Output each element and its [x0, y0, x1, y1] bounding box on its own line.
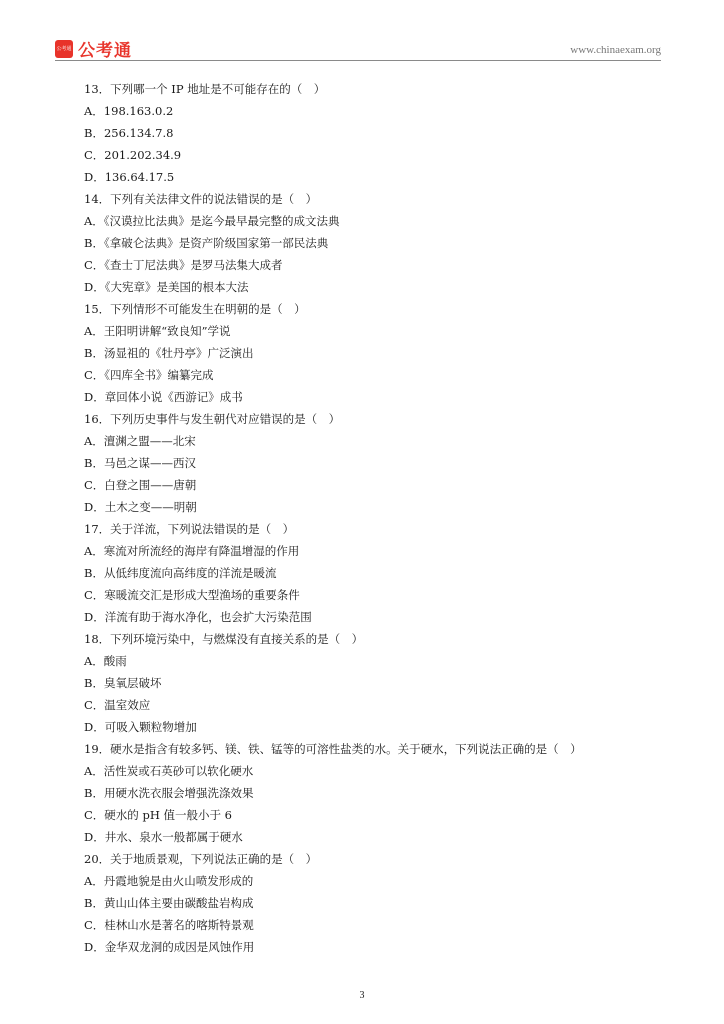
- option-item: D．《大宪章》是美国的根本大法: [84, 280, 249, 294]
- option-item: A．《汉谟拉比法典》是迄今最早最完整的成文法典: [84, 214, 340, 228]
- option-item: B．臭氧层破坏: [84, 676, 162, 690]
- option-item: D．洋流有助于海水净化，也会扩大污染范围: [84, 610, 312, 624]
- question-stem: 19．硬水是指含有较多钙、镁、铁、锰等的可溶性盐类的水。关于硬水，下列说法正确的是（ ）: [84, 742, 582, 756]
- option-item: A．活性炭或石英砂可以软化硬水: [84, 764, 254, 778]
- option-item: B．256.134.7.8: [84, 126, 174, 140]
- option-item: B．马邑之谋——西汉: [84, 456, 196, 470]
- logo-badge-icon: 公考通: [55, 40, 73, 58]
- option-item: B．黄山山体主要由碳酸盐岩构成: [84, 896, 254, 910]
- option-item: A．酸雨: [84, 654, 127, 668]
- option-item: A．丹霞地貌是由火山喷发形成的: [84, 874, 254, 888]
- option-item: C．《查士丁尼法典》是罗马法集大成者: [84, 258, 283, 272]
- question-stem: 14．下列有关法律文件的说法错误的是（ ）: [84, 192, 318, 206]
- logo-text: 公考通: [78, 41, 132, 61]
- site-url: www.chinaexam.org: [570, 44, 661, 56]
- option-item: B．汤显祖的《牡丹亭》广泛演出: [84, 346, 254, 360]
- option-item: C．硬水的 pH 值一般小于 6: [84, 808, 232, 822]
- option-item: C．温室效应: [84, 698, 151, 712]
- option-item: D．井水、泉水一般都属于硬水: [84, 830, 243, 844]
- page-number: 3: [359, 990, 365, 1001]
- option-item: D．土木之变——明朝: [84, 500, 197, 514]
- option-item: C．桂林山水是著名的喀斯特景观: [84, 918, 254, 932]
- option-item: B．从低纬度流向高纬度的洋流是暖流: [84, 566, 277, 580]
- option-item: C．201.202.34.9: [84, 148, 182, 162]
- option-item: C．《四库全书》编纂完成: [84, 368, 214, 382]
- question-stem: 18．下列环境污染中，与燃煤没有直接关系的是（ ）: [84, 632, 364, 646]
- option-item: A．寒流对所流经的海岸有降温增湿的作用: [84, 544, 300, 558]
- option-item: C．寒暖流交汇是形成大型渔场的重要条件: [84, 588, 300, 602]
- question-stem: 13．下列哪一个 IP 地址是不可能存在的（ ）: [84, 82, 326, 96]
- option-item: A．澶渊之盟——北宋: [84, 434, 196, 448]
- option-item: A．198.163.0.2: [84, 104, 174, 118]
- option-item: D．金华双龙洞的成因是风蚀作用: [84, 940, 255, 954]
- option-item: D．章回体小说《西游记》成书: [84, 390, 243, 404]
- question-stem: 15．下列情形不可能发生在明朝的是（ ）: [84, 302, 306, 316]
- option-item: A．王阳明讲解“致良知”学说: [84, 324, 231, 338]
- page-header: [55, 34, 661, 61]
- question-stem: 20．关于地质景观，下列说法正确的是（ ）: [84, 852, 318, 866]
- option-item: B．《拿破仑法典》是资产阶级国家第一部民法典: [84, 236, 329, 250]
- question-stem: 16．下列历史事件与发生朝代对应错误的是（ ）: [84, 412, 341, 426]
- question-stem: 17．关于洋流，下列说法错误的是（ ）: [84, 522, 295, 536]
- question-list: [84, 78, 664, 958]
- option-item: C．白登之围——唐朝: [84, 478, 197, 492]
- option-item: D．可吸入颗粒物增加: [84, 720, 197, 734]
- option-item: D．136.64.17.5: [84, 170, 175, 184]
- option-item: B．用硬水洗衣服会增强洗涤效果: [84, 786, 254, 800]
- logo: [55, 36, 132, 61]
